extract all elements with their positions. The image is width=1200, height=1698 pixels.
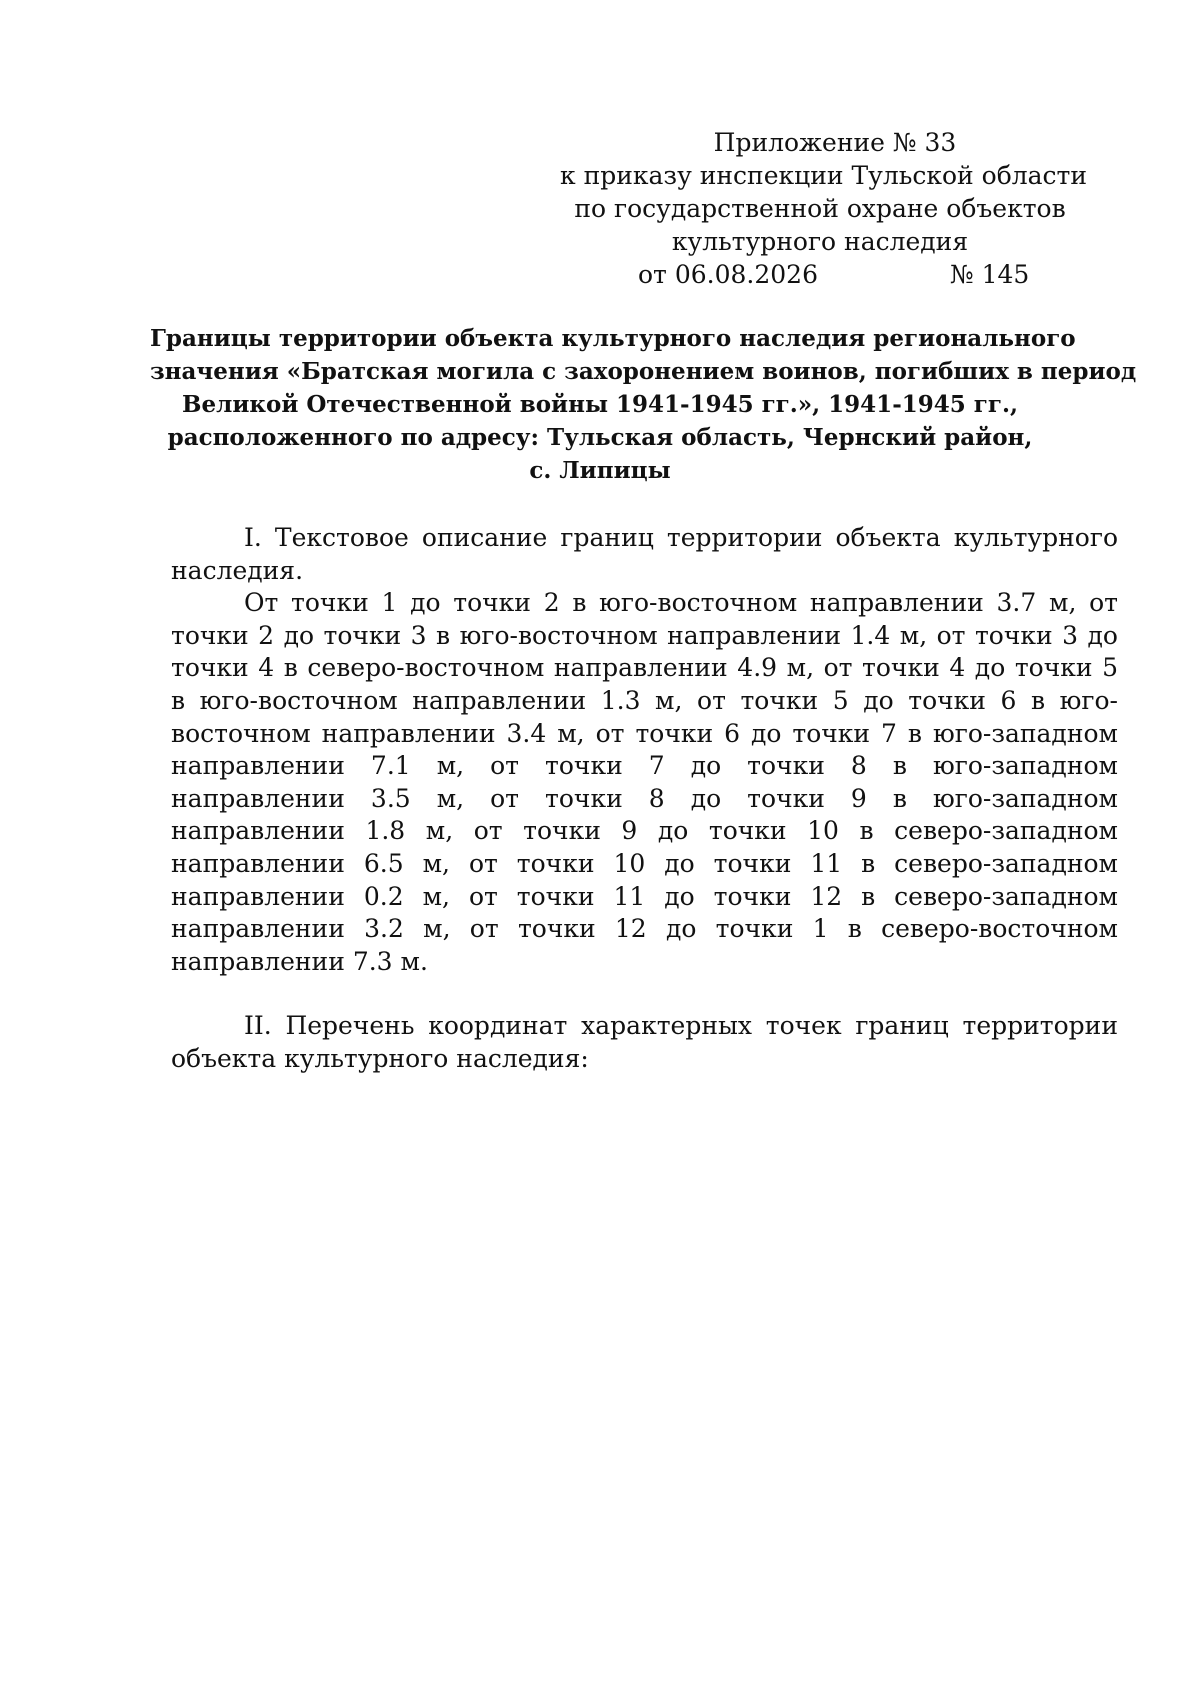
order-number: № 145 [950, 260, 1030, 289]
title-line: значения «Братская могила с захоронением воинов, погибших в период [150, 358, 1137, 385]
appendix-order-line: культурного наследия [671, 227, 969, 256]
appendix-date-row [560, 258, 1080, 291]
title-line: Великой Отечественной войны 1941-1945 гг.», 1941-1945 гг., [182, 391, 1018, 418]
section-2-heading: II. Перечень координат характерных точек границ территории объекта культурного наследия: [171, 1011, 1118, 1073]
section-1-heading: I. Текстовое описание границ территории объекта культурного наследия. [171, 523, 1118, 585]
section-1-text: От точки 1 до точки 2 в юго-восточном направлении 3.7 м, от точки 2 до точки 3 в юго-восточном направлении 1.4 м, от точки 3 до точки 4 в северо-восточном направлении 4.9 м, от точки 4 до точки 5 в юго-восточном направлении 1.3 м, от точки 5 до точки 6 в юго-восточном направлении 3.4 м, от точки 6 до точки 7 в юго-западном направлении 7.1 м, от точки 7 до точки 8 в юго-западном направлении 3.5 м, от точки 8 до точки 9 в юго-западном направлении 1.8 м, от точки 9 до точки 10 в северо-западном направлении 6.5 м, от точки 10 до точки 11 в северо-западном направлении 0.2 м, от точки 11 до точки 12 в северо-западном направлении 3.2 м, от точки 12 до точки 1 в северо-восточном направлении 7.3 м. [171, 588, 1118, 976]
title-line: расположенного по адресу: Тульская область, Чернский район, [167, 424, 1033, 451]
document-title [150, 322, 1137, 487]
appendix-number: Приложение № 33 [713, 128, 957, 157]
order-date: от 06.08.2026 [638, 260, 818, 289]
title-line: Границы территории объекта культурного наследия регионального [150, 325, 1076, 352]
appendix-order-line: по государственной охране объектов [574, 194, 1066, 223]
paragraph-gap [171, 978, 1118, 1010]
appendix-order-line: к приказу инспекции Тульской области [560, 161, 1088, 190]
title-line: с. Липицы [529, 457, 671, 484]
appendix-header [560, 126, 1088, 291]
document-body [171, 522, 1118, 1076]
